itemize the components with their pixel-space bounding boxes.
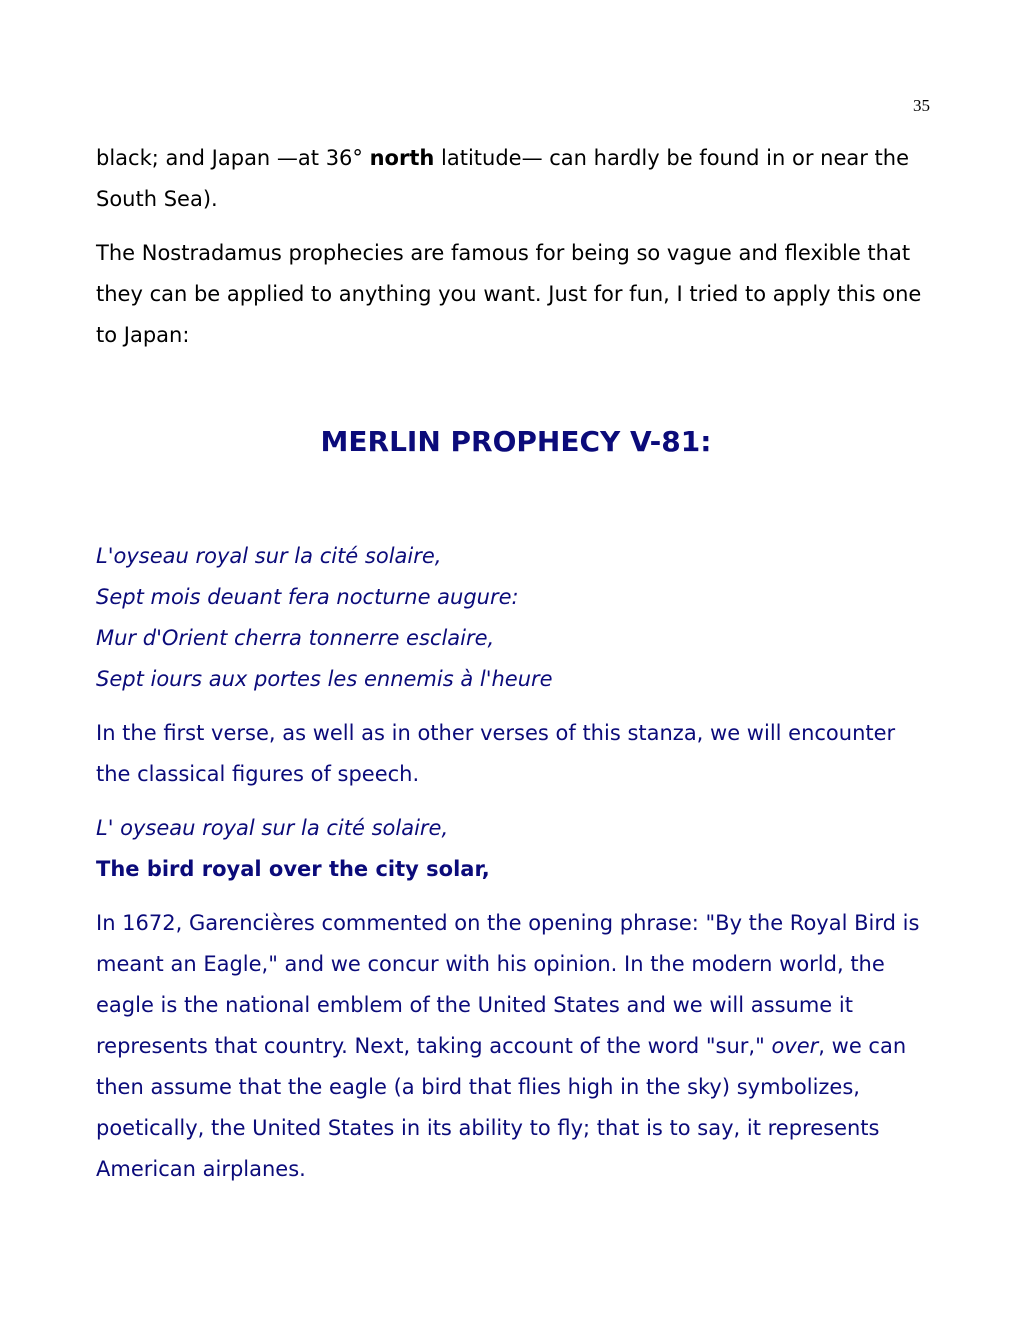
- paragraph-japan-latitude: [96, 138, 936, 220]
- emphasis-north: north: [369, 146, 435, 170]
- quote-line-english: The bird royal over the city solar,: [96, 857, 490, 881]
- paragraph-garencieres: [96, 903, 936, 1190]
- verse-line: Mur d'Orient cherra tonnerre esclaire,: [96, 626, 495, 650]
- paragraph-figures-of-speech: In the first verse, as well as in other verses of this stanza, we will encounter the classical figures of speech.: [96, 721, 896, 786]
- paragraph-text: black; and Japan —at 36°: [96, 146, 370, 170]
- section-heading: MERLIN PROPHECY V-81:: [320, 425, 712, 458]
- paragraph-text: latitude— can hardly be found in or near the South Sea).: [96, 146, 910, 211]
- verse-line: Sept iours aux portes les ennemis à l'heure: [96, 667, 553, 691]
- verse-line: L'oyseau royal sur la cité solaire,: [96, 544, 442, 568]
- paragraph-text: , we can then assume that the eagle (a bird that flies high in the sky) symbolizes, poetically, the United States in its ability to fly; that is to say, it represents American airplanes.: [96, 1034, 907, 1181]
- paragraph-nostradamus: The Nostradamus prophecies are famous for being so vague and flexible that they can be applied to anything you want. Just for fun, I tried to apply this one to Japan:: [96, 241, 922, 347]
- page-content: [96, 138, 936, 1203]
- quote-line-french: L' oyseau royal sur la cité solaire,: [96, 816, 449, 840]
- verse-line: Sept mois deuant fera nocturne augure:: [96, 585, 519, 609]
- quoted-verse: [96, 808, 936, 890]
- paragraph-text: In 1672, Garencières commented on the opening phrase: "By the Royal Bird is meant an Eagle," and we concur with his opinion. In the modern world, the eagle is the national emblem of the United States and we will assume it represents that country. Next, taking account of the word "sur,": [96, 911, 920, 1058]
- verse-stanza: [96, 536, 936, 700]
- emphasis-over: over: [771, 1034, 819, 1058]
- page-number: 35: [913, 96, 930, 115]
